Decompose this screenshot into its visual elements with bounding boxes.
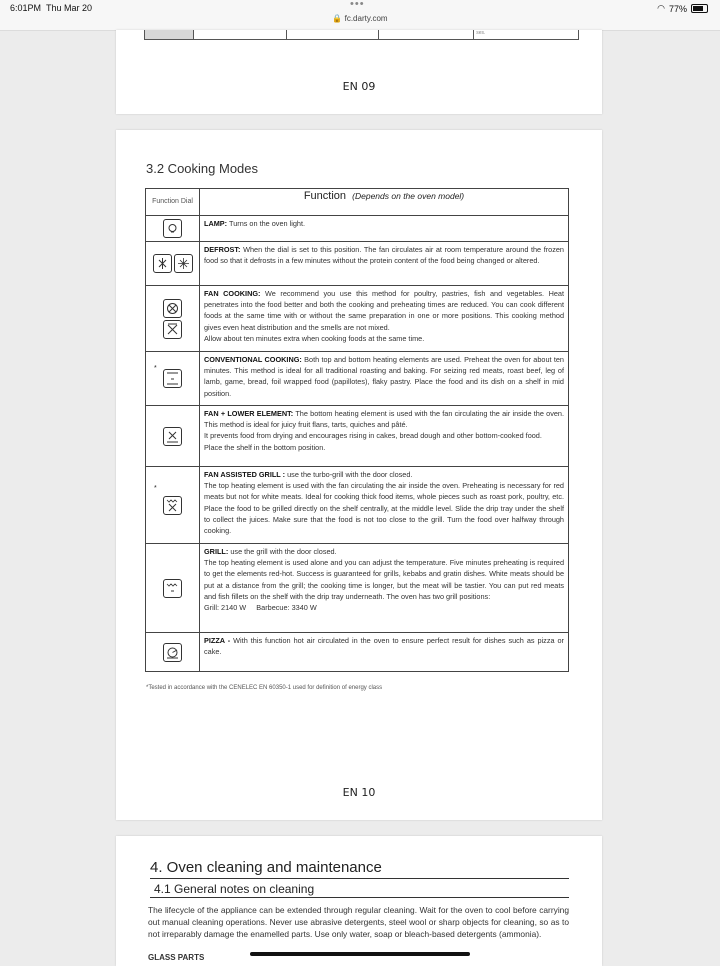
- table-row: [146, 406, 569, 467]
- dial-cell: [146, 352, 200, 406]
- fan-cooking-icon: [163, 299, 182, 318]
- subsection-heading: 4.1 General notes on cleaning: [154, 882, 315, 896]
- url-bar[interactable]: [0, 14, 720, 23]
- mode-description: GRILL: use the grill with the door closed. The top heating element is used alone and you can adjust the temperature. Five minutes preheating is required to get the elements red-hot. Success is guaranteed for grills, kebabs and gratin dishes. White meats should be put at a distance from the grill; the cooking time is longer, but the meat will be tastier. You can put red meats and fish fillets on the shelf with the drip tray underneath. The oven has two grill positions: Grill: 2140 W Barbecue: 3340 W: [200, 544, 569, 633]
- fan-lower-element-icon: [163, 427, 182, 446]
- dial-cell: [146, 544, 200, 633]
- page-number: EN 10: [342, 786, 376, 799]
- cleaning-paragraph: The lifecycle of the appliance can be extended through regular cleaning. Wait for the oven to cool before carrying out manual cleaning operations. Never use abrasive detergents, steel wool or sharp objects for cleaning, so as to not irreparably damage the enamelled parts. Use only water, soap or bleach-based detergents (ammonia).: [148, 905, 569, 939]
- section-title: 3.2 Cooking Modes: [146, 161, 259, 176]
- table-row: [146, 216, 569, 242]
- table-cell: [379, 30, 474, 39]
- document-page-en09: [116, 30, 602, 114]
- url-text: fc.darty.com: [344, 14, 388, 23]
- energy-class-star: *: [154, 485, 157, 492]
- dial-cell: [146, 242, 200, 286]
- pizza-icon: [163, 643, 182, 662]
- table-cell: [287, 30, 379, 39]
- document-page-en10: [116, 130, 602, 820]
- status-time: 6:01PM Thu Mar 20: [10, 3, 93, 13]
- cooking-modes-table: [145, 188, 569, 672]
- fan-assisted-grill-icon: [163, 496, 182, 515]
- browser-status-bar: [0, 0, 720, 31]
- dial-cell: [146, 216, 200, 242]
- header-function-dial: Function Dial: [146, 189, 200, 216]
- mode-description: DEFROST: When the dial is set to this position. The fan circulates air at room temperature around the frozen food so that it defrosts in a few minutes without the protein content of the food being changed or altered.: [200, 242, 569, 286]
- battery-icon: [691, 4, 708, 13]
- mode-description: FAN COOKING: We recommend you use this method for poultry, pastries, fish and vegetables. Heat penetrates into the food better and both the cooking and preheating times are reduced. You can cook different foods at the same time with or without the same preparation in one or more positions. This cooking method gives even heat distribution and the smells are not mixed. Allow about ten minutes extra when cooking foods at the same time.: [200, 286, 569, 352]
- table-cell: [194, 30, 287, 39]
- energy-class-star: *: [154, 365, 157, 372]
- dial-cell: [146, 286, 200, 352]
- header-function: [200, 189, 569, 216]
- table-row: [146, 633, 569, 672]
- snowflake-icon: [174, 254, 193, 273]
- table-cell: ses.: [476, 30, 486, 36]
- table-cell: [145, 30, 194, 39]
- mode-description: LAMP: Turns on the oven light.: [200, 216, 569, 242]
- status-indicators: [657, 3, 708, 14]
- mode-description: CONVENTIONAL COOKING: Both top and bottom heating elements are used. Preheat the oven for about ten minutes. This method is ideal for all traditional roasting and baking. For seizing red meats, roast beef, leg of lamb, game, bread, foil wrapped food (papillotes), flaky pastry. Place the food and its dish on a shelf in mid position.: [200, 352, 569, 406]
- dial-cell: [146, 467, 200, 544]
- dial-cell: [146, 406, 200, 467]
- page-number: EN 09: [342, 80, 376, 93]
- chapter-heading: 4. Oven cleaning and maintenance: [150, 859, 382, 876]
- document-page-en11: [116, 836, 602, 966]
- grill-icon: [163, 579, 182, 598]
- table-row: [146, 544, 569, 633]
- lamp-icon: [163, 219, 182, 238]
- defrost-icon: [153, 254, 172, 273]
- footnote: *Tested in accordance with the CENELEC EN 60350-1 used for definition of energy class: [146, 685, 383, 691]
- mode-description: FAN ASSISTED GRILL : use the turbo-grill with the door closed. The top heating element is used with the fan circulating the air inside the oven. Preheating is necessary for red meats but not for white meats. Ideal for cooking thick food items, whole pieces such as roast pork, poultry, etc. Place the food to be grilled directly on the shelf centrally, at the middle level. Slide the drip tray under the shelf to collect the juices. Make sure that the food is not too close to the grill. Turn the food over halfway through cooking.: [200, 467, 569, 544]
- home-indicator[interactable]: [250, 952, 470, 956]
- table-row: [146, 352, 569, 406]
- table-row: [146, 242, 569, 286]
- header-function-label: Function: [303, 190, 347, 202]
- conventional-cooking-icon: [163, 369, 182, 388]
- mode-description: FAN + LOWER ELEMENT: The bottom heating element is used with the fan circulating the air inside the oven. This method is ideal for juicy fruit flans, tarts, quiches and pâté. It prevents food from drying and encourages rising in cakes, bread dough and other bottom-cooked food. Place the shelf in the bottom position.: [200, 406, 569, 467]
- wifi-icon: ◠: [657, 3, 665, 13]
- table-header-row: [146, 189, 569, 216]
- table-row: [146, 286, 569, 352]
- more-dots-icon[interactable]: •••: [350, 0, 365, 10]
- previous-table-bottom: [144, 30, 579, 40]
- table-row: [146, 467, 569, 544]
- glass-parts-heading: GLASS PARTS: [148, 953, 205, 962]
- battery-percent: 77%: [668, 3, 687, 14]
- subheading-rule: [150, 897, 569, 898]
- fan-ring-icon: [163, 320, 182, 339]
- lock-icon: 🔒: [332, 14, 343, 23]
- header-function-note: (Depends on the oven model): [352, 191, 465, 201]
- mode-description: PIZZA - With this function hot air circulated in the oven to ensure perfect result for dishes such as pizza or cake.: [200, 633, 569, 672]
- dial-cell: [146, 633, 200, 672]
- heading-rule: [150, 878, 569, 879]
